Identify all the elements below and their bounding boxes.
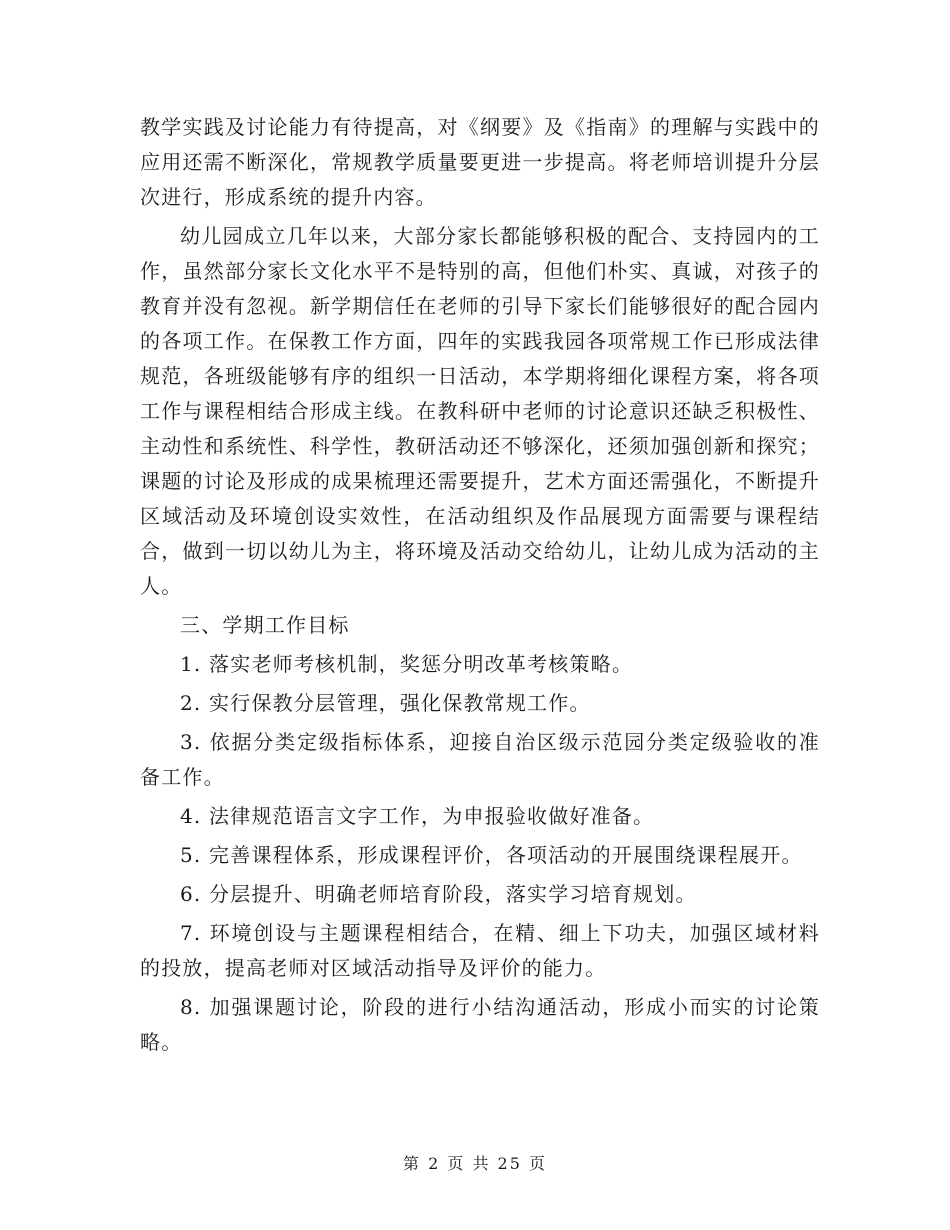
paragraph-parents-cooperation: 幼儿园成立几年以来，大部分家长都能够积极的配合、支持园内的工作，虽然部分家长文化水平不是特别的高，但他们朴实、真诚，对孩子的教育并没有忽视。新学期信任在老师的引导下家长们能够很好的配合园内的各项工作。在保教工作方面，四年的实践我园各项常规工作已形成法律规范，各班级能够有序的组织一日活动，本学期将细化课程方案，将各项工作与课程相结合形成主线。在教科研中老师的讨论意识还缺乏积极性、主动性和系统性、科学性，教研活动还不够深化，还须加强创新和探究；课题的讨论及形成的成果梳理还需要提升，艺术方面还需强化，不断提升区域活动及环境创设实效性，在活动组织及作品展现方面需要与课程结合，做到一切以幼儿为主，将环境及活动交给幼儿，让幼儿成为活动的主人。 <box>140 224 820 598</box>
goal-item-6: 6. 分层提升、明确老师培育阶段，落实学习培育规划。 <box>180 882 697 906</box>
section-heading: 三、学期工作目标 <box>180 613 350 637</box>
goal-item-2: 2. 实行保教分层管理，强化保教常规工作。 <box>180 691 591 715</box>
paragraph-continued: 教学实践及讨论能力有待提高，对《纲要》及《指南》的理解与实践中的应用还需不断深化，常规教学质量要更进一步提高。将老师培训提升分层次进行，形成系统的提升内容。 <box>140 115 820 209</box>
goal-item-4: 4. 法律规范语言文字工作，为申报验收做好准备。 <box>180 804 655 828</box>
goal-item-1: 1. 落实老师考核机制，奖惩分明改革考核策略。 <box>180 652 634 676</box>
goal-item-7: 7. 环境创设与主题课程相结合，在精、细上下功夫，加强区域材料的投放，提高老师对区域活动指导及评价的能力。 <box>140 921 820 980</box>
page-footer: 第 2 页 共 25 页 <box>403 1154 547 1173</box>
goal-item-8: 8. 加强课题讨论，阶段的进行小结沟通活动，形成小而实的讨论策略。 <box>140 995 820 1054</box>
goal-item-5: 5. 完善课程体系，形成课程评价，各项活动的开展围绕课程展开。 <box>180 843 803 867</box>
document-body <box>140 110 820 1064</box>
goal-item-3: 3. 依据分类定级指标体系，迎接自治区级示范园分类定级验收的准备工作。 <box>140 730 820 789</box>
